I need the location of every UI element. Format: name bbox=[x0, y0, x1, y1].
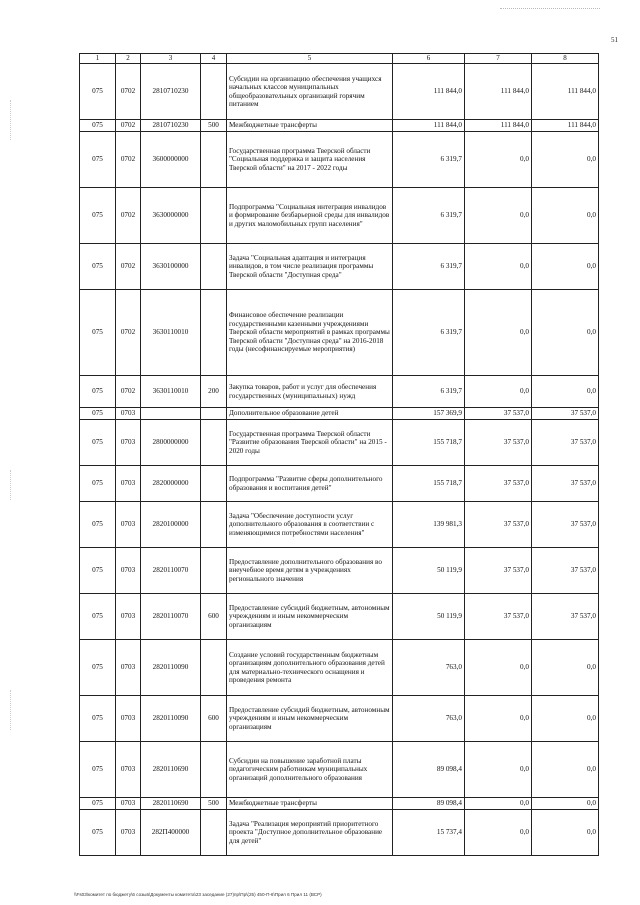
amount-2019: 6 319,7 bbox=[393, 290, 465, 376]
amount-2021: 37 537,0 bbox=[532, 548, 599, 594]
amount-2019: 50 119,9 bbox=[393, 548, 465, 594]
amount-2021: 0,0 bbox=[532, 188, 599, 244]
section-code: 0702 bbox=[116, 244, 141, 290]
ministry-code: 075 bbox=[80, 502, 116, 548]
amount-2021: 37 537,0 bbox=[532, 420, 599, 466]
expense-code: 500 bbox=[201, 798, 227, 810]
item-name: Предоставление дополнительного образования во внеучебное время детям в учреждениях регионального значения bbox=[227, 548, 393, 594]
ministry-code: 075 bbox=[80, 466, 116, 502]
expense-code bbox=[201, 188, 227, 244]
expense-code bbox=[201, 548, 227, 594]
amount-2020: 0,0 bbox=[465, 132, 532, 188]
amount-2019: 89 098,4 bbox=[393, 798, 465, 810]
amount-2020: 37 537,0 bbox=[465, 502, 532, 548]
amount-2021: 0,0 bbox=[532, 132, 599, 188]
amount-2019: 111 844,0 bbox=[393, 120, 465, 132]
section-code: 0702 bbox=[116, 290, 141, 376]
item-name: Межбюджетные трансферты bbox=[227, 798, 393, 810]
budget-table bbox=[79, 53, 599, 856]
amount-2019: 139 981,3 bbox=[393, 502, 465, 548]
section-code: 0702 bbox=[116, 120, 141, 132]
expense-code bbox=[201, 810, 227, 856]
target-code: 3630000000 bbox=[141, 188, 201, 244]
ministry-code: 075 bbox=[80, 376, 116, 408]
amount-2020: 0,0 bbox=[465, 798, 532, 810]
amount-2019: 6 319,7 bbox=[393, 244, 465, 290]
target-code: 2820110090 bbox=[141, 640, 201, 696]
target-code: 2820110690 bbox=[141, 798, 201, 810]
section-code: 0703 bbox=[116, 594, 141, 640]
ministry-code: 075 bbox=[80, 594, 116, 640]
amount-2021: 37 537,0 bbox=[532, 408, 599, 420]
section-code: 0702 bbox=[116, 188, 141, 244]
expense-code bbox=[201, 466, 227, 502]
amount-2019: 15 737,4 bbox=[393, 810, 465, 856]
ministry-code: 075 bbox=[80, 188, 116, 244]
amount-2021: 111 844,0 bbox=[532, 120, 599, 132]
target-code: 3630100000 bbox=[141, 244, 201, 290]
ministry-code: 075 bbox=[80, 290, 116, 376]
item-name: Подпрограмма "Социальная интеграция инвалидов и формирование безбарьерной среды для инвалидов и других маломобильных групп населения" bbox=[227, 188, 393, 244]
section-code: 0703 bbox=[116, 408, 141, 420]
amount-2020: 37 537,0 bbox=[465, 466, 532, 502]
amount-2019: 50 119,9 bbox=[393, 594, 465, 640]
expense-code bbox=[201, 420, 227, 466]
amount-2019: 89 098,4 bbox=[393, 742, 465, 798]
scan-mark bbox=[500, 8, 600, 11]
table-row bbox=[80, 244, 599, 290]
target-code: 3630110010 bbox=[141, 376, 201, 408]
table-row bbox=[80, 594, 599, 640]
amount-2021: 37 537,0 bbox=[532, 502, 599, 548]
item-name: Задача "Социальная адаптация и интеграция инвалидов, в том числе реализация программы Тверской области "Доступная среда" bbox=[227, 244, 393, 290]
amount-2021: 0,0 bbox=[532, 810, 599, 856]
expense-code bbox=[201, 502, 227, 548]
expense-code: 600 bbox=[201, 696, 227, 742]
item-name: Предоставление субсидий бюджетным, автономным учреждениям и иным некоммерческим организациям bbox=[227, 594, 393, 640]
column-header: 5 bbox=[227, 54, 393, 64]
column-header: 8 bbox=[532, 54, 599, 64]
amount-2020: 111 844,0 bbox=[465, 120, 532, 132]
ministry-code: 075 bbox=[80, 244, 116, 290]
table-row bbox=[80, 548, 599, 594]
amount-2020: 37 537,0 bbox=[465, 548, 532, 594]
table-row bbox=[80, 376, 599, 408]
section-code: 0703 bbox=[116, 810, 141, 856]
amount-2020: 37 537,0 bbox=[465, 408, 532, 420]
amount-2020: 0,0 bbox=[465, 188, 532, 244]
table-row bbox=[80, 810, 599, 856]
expense-code bbox=[201, 408, 227, 420]
table-row bbox=[80, 120, 599, 132]
section-code: 0703 bbox=[116, 548, 141, 594]
expense-code bbox=[201, 244, 227, 290]
table-row bbox=[80, 188, 599, 244]
ministry-code: 075 bbox=[80, 742, 116, 798]
target-code: 3630110010 bbox=[141, 290, 201, 376]
ministry-code: 075 bbox=[80, 120, 116, 132]
amount-2019: 6 319,7 bbox=[393, 376, 465, 408]
amount-2020: 0,0 bbox=[465, 742, 532, 798]
target-code: 2820110690 bbox=[141, 742, 201, 798]
item-name: Финансовое обеспечение реализации государственными казенными учреждениями Тверской области мероприятий в рамках программы Тверской области "Доступная среда" на 2016-2018 годы (несофинансируемые мероприятия) bbox=[227, 290, 393, 376]
section-code: 0703 bbox=[116, 466, 141, 502]
amount-2021: 37 537,0 bbox=[532, 466, 599, 502]
amount-2021: 0,0 bbox=[532, 376, 599, 408]
amount-2021: 37 537,0 bbox=[532, 594, 599, 640]
target-code: 2810710230 bbox=[141, 120, 201, 132]
section-code: 0703 bbox=[116, 798, 141, 810]
item-name: Субсидии на организацию обеспечения учащихся начальных классов муниципальных общеобразовательных организаций горячим питанием bbox=[227, 64, 393, 120]
amount-2019: 6 319,7 bbox=[393, 132, 465, 188]
amount-2020: 0,0 bbox=[465, 376, 532, 408]
section-code: 0703 bbox=[116, 696, 141, 742]
table-row bbox=[80, 742, 599, 798]
expense-code bbox=[201, 290, 227, 376]
column-header: 7 bbox=[465, 54, 532, 64]
table-row bbox=[80, 290, 599, 376]
column-header: 6 bbox=[393, 54, 465, 64]
amount-2019: 6 319,7 bbox=[393, 188, 465, 244]
amount-2020: 0,0 bbox=[465, 244, 532, 290]
item-name: Закупка товаров, работ и услуг для обеспечения государственных (муниципальных) нужд bbox=[227, 376, 393, 408]
amount-2021: 111 844,0 bbox=[532, 64, 599, 120]
item-name: Государственная программа Тверской области "Социальная поддержка и защита населения Тверской области" на 2017 - 2022 годы bbox=[227, 132, 393, 188]
ministry-code: 075 bbox=[80, 420, 116, 466]
item-name: Государственная программа Тверской области "Развитие образования Тверской области" на 2015 - 2020 годы bbox=[227, 420, 393, 466]
item-name: Создание условий государственным бюджетным организациям дополнительного образования детей для материально-технического оснащения и проведения ремонта bbox=[227, 640, 393, 696]
amount-2020: 0,0 bbox=[465, 290, 532, 376]
amount-2021: 0,0 bbox=[532, 290, 599, 376]
amount-2021: 0,0 bbox=[532, 696, 599, 742]
item-name: Предоставление субсидий бюджетным, автономным учреждениям и иным некоммерческим организациям bbox=[227, 696, 393, 742]
item-name: Задача "Обеспечение доступности услуг дополнительного образования в соответствии с изменяющимися потребностями населения" bbox=[227, 502, 393, 548]
section-code: 0703 bbox=[116, 742, 141, 798]
item-name: Межбюджетные трансферты bbox=[227, 120, 393, 132]
ministry-code: 075 bbox=[80, 810, 116, 856]
ministry-code: 075 bbox=[80, 64, 116, 120]
amount-2019: 157 369,9 bbox=[393, 408, 465, 420]
expense-code: 200 bbox=[201, 376, 227, 408]
item-name: Задача "Реализация мероприятий приоритетного проекта "Доступное дополнительное образование для детей" bbox=[227, 810, 393, 856]
amount-2021: 0,0 bbox=[532, 798, 599, 810]
page-number: 51 bbox=[611, 36, 618, 44]
section-code: 0703 bbox=[116, 640, 141, 696]
target-code: 2820110070 bbox=[141, 594, 201, 640]
table-row bbox=[80, 408, 599, 420]
table-row bbox=[80, 466, 599, 502]
expense-code bbox=[201, 640, 227, 696]
file-path-footer: \\Fs03\комитет по бюджету\6 созыв\Документы комитета\23 заседание (27)пр\Пр\(25) 450-П-6\Прил 6 Прил 11 (ВСР) bbox=[74, 892, 322, 897]
expense-code: 600 bbox=[201, 594, 227, 640]
target-code: 2800000000 bbox=[141, 420, 201, 466]
expense-code bbox=[201, 742, 227, 798]
section-code: 0702 bbox=[116, 132, 141, 188]
amount-2020: 37 537,0 bbox=[465, 594, 532, 640]
amount-2019: 111 844,0 bbox=[393, 64, 465, 120]
section-code: 0702 bbox=[116, 64, 141, 120]
scan-mark bbox=[10, 690, 12, 730]
amount-2020: 0,0 bbox=[465, 640, 532, 696]
amount-2019: 155 718,7 bbox=[393, 466, 465, 502]
table-row bbox=[80, 132, 599, 188]
target-code: 282П400000 bbox=[141, 810, 201, 856]
expense-code bbox=[201, 64, 227, 120]
ministry-code: 075 bbox=[80, 548, 116, 594]
table-row bbox=[80, 420, 599, 466]
amount-2019: 155 718,7 bbox=[393, 420, 465, 466]
target-code: 2820100000 bbox=[141, 502, 201, 548]
column-header: 1 bbox=[80, 54, 116, 64]
item-name: Субсидии на повышение заработной платы педагогическим работникам муниципальных организаций дополнительного образования bbox=[227, 742, 393, 798]
amount-2020: 111 844,0 bbox=[465, 64, 532, 120]
target-code: 3600000000 bbox=[141, 132, 201, 188]
table-row bbox=[80, 502, 599, 548]
ministry-code: 075 bbox=[80, 798, 116, 810]
amount-2020: 37 537,0 bbox=[465, 420, 532, 466]
amount-2021: 0,0 bbox=[532, 244, 599, 290]
section-code: 0702 bbox=[116, 376, 141, 408]
scan-mark bbox=[10, 100, 12, 140]
target-code: 2820110090 bbox=[141, 696, 201, 742]
ministry-code: 075 bbox=[80, 408, 116, 420]
section-code: 0703 bbox=[116, 420, 141, 466]
scan-mark bbox=[10, 470, 12, 500]
table-row bbox=[80, 64, 599, 120]
ministry-code: 075 bbox=[80, 640, 116, 696]
item-name: Дополнительное образование детей bbox=[227, 408, 393, 420]
column-header: 2 bbox=[116, 54, 141, 64]
amount-2021: 0,0 bbox=[532, 742, 599, 798]
amount-2020: 0,0 bbox=[465, 696, 532, 742]
column-header: 3 bbox=[141, 54, 201, 64]
table-row bbox=[80, 696, 599, 742]
expense-code: 500 bbox=[201, 120, 227, 132]
amount-2021: 0,0 bbox=[532, 640, 599, 696]
item-name: Подпрограмма "Развитие сферы дополнительного образования и воспитания детей" bbox=[227, 466, 393, 502]
amount-2019: 763,0 bbox=[393, 640, 465, 696]
header-row bbox=[80, 54, 599, 64]
ministry-code: 075 bbox=[80, 132, 116, 188]
amount-2019: 763,0 bbox=[393, 696, 465, 742]
table-row bbox=[80, 798, 599, 810]
column-header: 4 bbox=[201, 54, 227, 64]
section-code: 0703 bbox=[116, 502, 141, 548]
target-code bbox=[141, 408, 201, 420]
ministry-code: 075 bbox=[80, 696, 116, 742]
expense-code bbox=[201, 132, 227, 188]
table-row bbox=[80, 640, 599, 696]
target-code: 2820000000 bbox=[141, 466, 201, 502]
target-code: 2820110070 bbox=[141, 548, 201, 594]
target-code: 2810710230 bbox=[141, 64, 201, 120]
amount-2020: 0,0 bbox=[465, 810, 532, 856]
